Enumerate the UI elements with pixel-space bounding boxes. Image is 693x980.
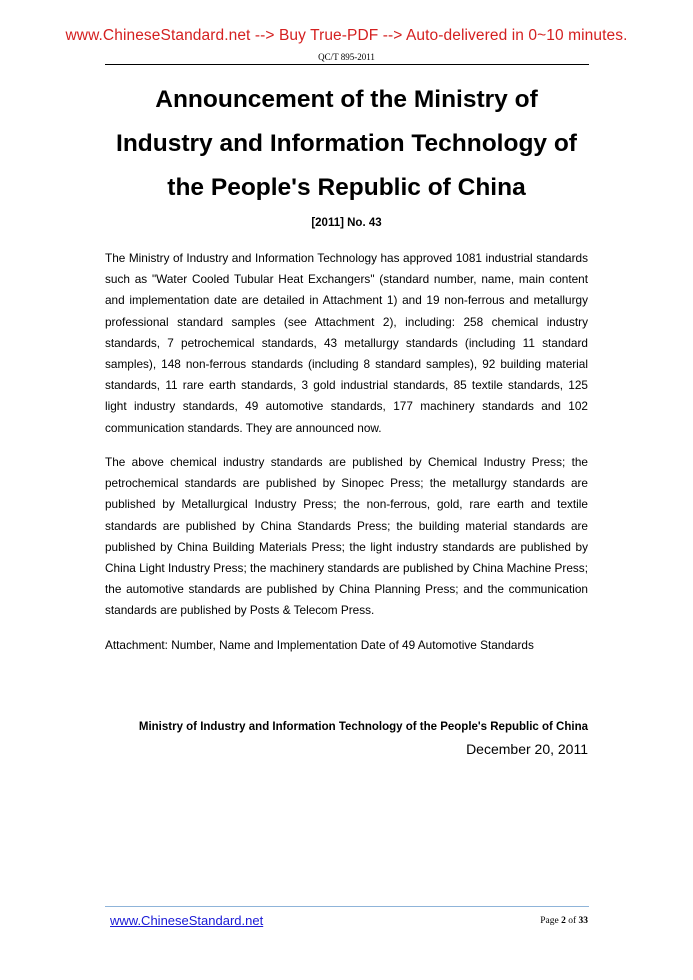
footer-divider bbox=[105, 906, 589, 907]
page-number bbox=[540, 916, 588, 926]
document-code: QC/T 895-2011 bbox=[318, 52, 375, 62]
attachment-line: Attachment: Number, Name and Implementation Date of 49 Automotive Standards bbox=[105, 638, 534, 652]
signature-date: December 20, 2011 bbox=[466, 741, 588, 757]
page-total: 33 bbox=[578, 916, 588, 926]
page-current: 2 bbox=[561, 916, 566, 926]
page-title bbox=[60, 78, 633, 210]
page-separator: of bbox=[565, 916, 579, 926]
body-paragraph-2: The above chemical industry standards are published by Chemical Industry Press; the petrochemical standards are published by Sinopec Press; the metallurgy standards are published by Metallurgical Industry Press; the non-ferrous, gold, rare earth and textile standards are published by China Standards Press; the building material standards are published by China Building Materials Press; the light industry standards are published by China Light Industry Press; the machinery standards are published by China Machine Press; the automotive standards are published by China Planning Press; and the communication standards are published by Posts & Telecom Press. bbox=[105, 455, 588, 618]
announcement-number: [2011] No. 43 bbox=[311, 217, 382, 229]
body-paragraph-1: The Ministry of Industry and Information Technology has approved 1081 industrial standards such as "Water Cooled Tubular Heat Exchangers" (standard number, name, main content and implementation date are detailed in Attachment 1) and 19 non-ferrous and metallurgy professional standard samples (see Attachment 2), including: 258 chemical industry standards, 7 petrochemical standards, 43 metallurgy standards (including 11 standard samples), 148 non-ferrous standards (including 8 standard samples), 92 building material standards, 11 rare earth standards, 3 gold industrial standards, 85 textile standards, 125 light industry standards, 49 automotive standards, 177 machinery standards and 102 communication standards. They are announced now. bbox=[105, 251, 588, 435]
signature-organization: Ministry of Industry and Information Technology of the People's Republic of China bbox=[138, 721, 588, 733]
title-line-3: the People's Republic of China bbox=[167, 174, 526, 201]
footer-website-link[interactable]: www.ChineseStandard.net bbox=[110, 913, 264, 928]
header-divider bbox=[105, 64, 589, 65]
page-prefix: Page bbox=[540, 916, 562, 926]
title-line-1: Announcement of the Ministry of bbox=[155, 86, 538, 113]
promo-banner[interactable]: www.ChineseStandard.net --> Buy True-PDF --> Auto-delivered in 0~10 minutes. bbox=[65, 27, 628, 44]
title-line-2: Industry and Information Technology of bbox=[116, 130, 577, 157]
